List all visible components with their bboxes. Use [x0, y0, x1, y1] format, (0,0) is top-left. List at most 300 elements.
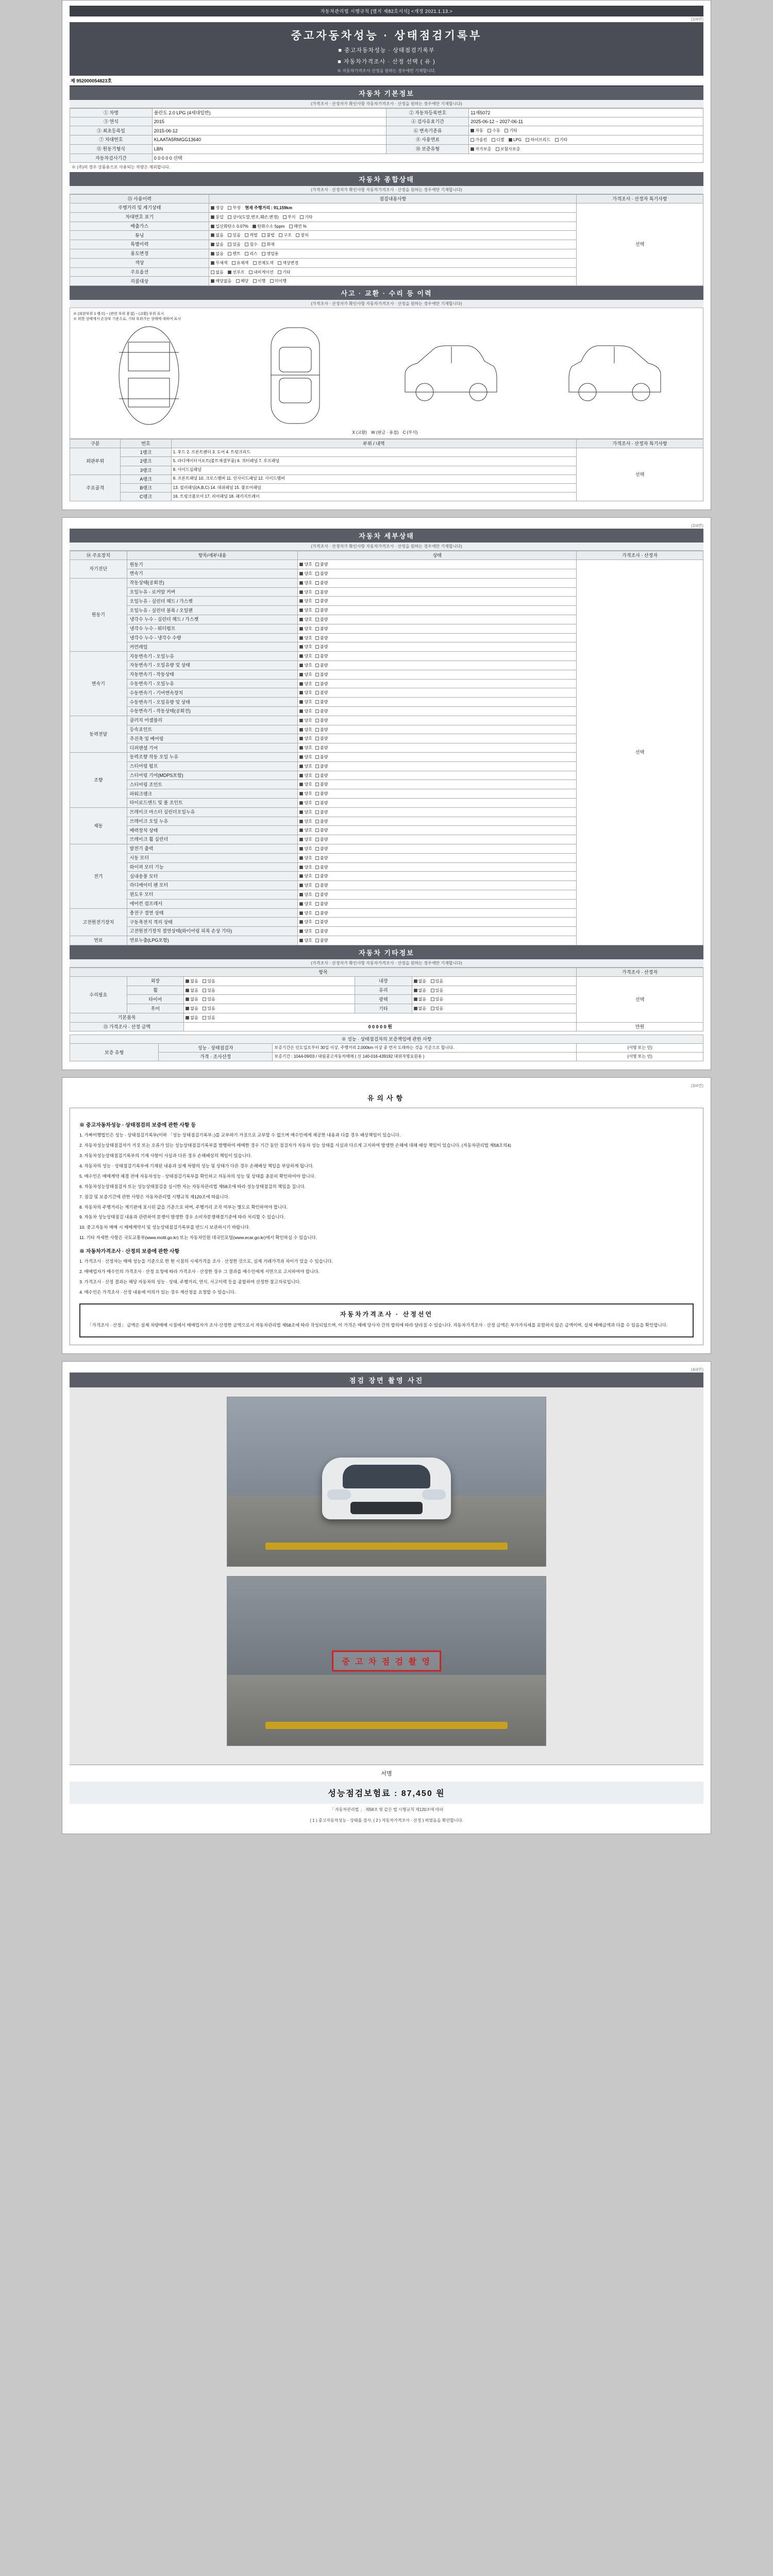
- mainopt-option-navigation[interactable]: 내비게이션: [249, 270, 274, 276]
- detail-option-bad[interactable]: 불량: [315, 663, 328, 669]
- accident-rank-c: C랭크: [121, 492, 171, 501]
- detail-item-state: [298, 725, 577, 734]
- basic-label-first-reg: ⑤ 최초등록일: [70, 126, 153, 135]
- detail-item-state: [298, 560, 577, 569]
- fuel-option-etc[interactable]: 기타: [555, 138, 567, 143]
- inspection-fee-value: 87,450 원: [401, 1789, 445, 1799]
- detail-item-label: 발전기 출력: [127, 844, 298, 853]
- form-legal-ref: 자동차관리법 시행규칙 [별지 제82호서식] <개정 2021.1.13.>: [70, 6, 703, 16]
- detail-option-good[interactable]: 양호: [299, 902, 312, 907]
- notice-item: 2. 자동차성능상태점검자가 거짓 또는 오류가 있는 성능상태점검기록부를 발행하여 매매한 경우 기간 동안 점검자가 자동차 성능 상태를 사실과 다르게 고지하여 발생한 손해에 대해 배상 책임이 있습니다. (자동차관리법 제58조의4): [79, 1143, 511, 1148]
- detail-option-bad[interactable]: 불량: [315, 791, 328, 797]
- detail-option-bad[interactable]: 불량: [315, 690, 328, 696]
- recall-option-done[interactable]: 이행: [253, 279, 265, 284]
- detail-option-good[interactable]: 양호: [299, 682, 312, 687]
- transmission-option-manual[interactable]: 수동: [488, 128, 500, 134]
- other-option-yes[interactable]: 있음: [431, 1006, 443, 1012]
- detail-state-table: [70, 551, 703, 945]
- detail-option-good[interactable]: 양호: [299, 645, 312, 650]
- overall-label-recall: 리콜대상: [70, 277, 209, 286]
- warranty-body-text: 보증기간은 인도일로부터 30일 이상, 주행거리 2,000km 이상 중 먼저 도래하는 것을 기준으로 합니다.: [273, 1044, 577, 1053]
- accident-header-class: 구분: [70, 439, 121, 448]
- table-row: [70, 1053, 703, 1061]
- detail-option-good[interactable]: 양호: [299, 718, 312, 724]
- detail-option-bad[interactable]: 불량: [315, 810, 328, 816]
- polish-option-yes[interactable]: 있음: [431, 997, 443, 1003]
- detail-option-bad[interactable]: 불량: [315, 856, 328, 861]
- other-option-none[interactable]: 없음: [414, 1006, 426, 1012]
- detail-option-good[interactable]: 양호: [299, 690, 312, 696]
- basic-value-vin: KLAATA5RMGG13640: [152, 135, 386, 145]
- diagram-marker-legend: [73, 430, 700, 435]
- detail-item-state: [298, 587, 577, 597]
- photo-headlamp-right: [422, 1489, 446, 1500]
- table-row: [70, 1022, 703, 1031]
- detail-option-good[interactable]: 양호: [299, 801, 312, 806]
- detail-item-label: 냉각수 누수 - 워터펌프: [127, 624, 298, 633]
- basic-label-name: ① 차명: [70, 109, 153, 117]
- table-row: [70, 135, 703, 145]
- tire-option-yes[interactable]: 있음: [203, 997, 215, 1003]
- detail-option-bad[interactable]: 불량: [315, 883, 328, 889]
- basic-label-inspect-period: ④ 검사유효기간: [386, 117, 469, 126]
- detail-option-good[interactable]: 양호: [299, 590, 312, 596]
- overall-label-emission: 배출가스: [70, 222, 209, 231]
- color-option-achromatic[interactable]: 무채색: [211, 261, 227, 266]
- detail-option-good[interactable]: 양호: [299, 709, 312, 715]
- detail-option-good[interactable]: 양호: [299, 581, 312, 586]
- car-right-side-view-icon: [565, 334, 668, 417]
- detail-group-8: 연료: [70, 936, 127, 945]
- detail-option-bad[interactable]: 불량: [315, 672, 328, 678]
- detail-item-label: 수동변속기 - 오일누유: [127, 679, 298, 688]
- detail-option-bad[interactable]: 불량: [315, 920, 328, 925]
- photo-grille: [350, 1502, 423, 1514]
- detail-option-good[interactable]: 양호: [299, 810, 312, 816]
- glass-option-yes[interactable]: 있음: [431, 988, 443, 994]
- detail-item-state: [298, 606, 577, 615]
- detail-option-bad[interactable]: 불량: [315, 581, 328, 586]
- detail-header-device: ⑭ 주요장치: [70, 551, 127, 560]
- photo-gallery: [70, 1387, 703, 1765]
- detail-option-bad[interactable]: 불량: [315, 929, 328, 935]
- detail-item-label: 오일누유 - 실린더 블록 / 오일팬: [127, 606, 298, 615]
- table-row: [70, 1035, 703, 1043]
- photo-watermark-stamp: 중 고 차 점 검 촬 영: [332, 1651, 441, 1672]
- recall-option-notdone[interactable]: 미이행: [270, 279, 287, 284]
- wheel-option-yes[interactable]: 있음: [203, 988, 215, 994]
- table-row: [70, 976, 703, 986]
- basic-value-fuel: [469, 135, 703, 145]
- notice-item: 3. 자동차성능상태점검기록부의 기재 사항이 사실과 다른 경우 손해배상의 책임이 있습니다.: [79, 1153, 252, 1159]
- photo-windshield: [343, 1465, 430, 1488]
- detail-option-bad[interactable]: 불량: [315, 599, 328, 604]
- overall-label-color: 색상: [70, 258, 209, 267]
- detail-option-bad[interactable]: 불량: [315, 718, 328, 724]
- overall-label-odometer: 주행거리 및 계기상태: [70, 203, 209, 212]
- basic-label-inspection-counter: 자동차검사기간: [70, 154, 153, 162]
- notice-list-2: [79, 1258, 694, 1296]
- detail-option-good[interactable]: 양호: [299, 938, 312, 944]
- etc-value-wheel: [184, 986, 355, 995]
- detail-item-label: 연료누출(LPG포함): [127, 936, 298, 945]
- transmission-option-auto[interactable]: 자동: [470, 128, 483, 134]
- tuning-option-yes[interactable]: 있음: [228, 233, 240, 239]
- car-top-view-icon: [257, 321, 334, 430]
- detail-item-state: [298, 670, 577, 679]
- detail-item-state: [298, 679, 577, 688]
- detail-item-state: [298, 688, 577, 698]
- detail-item-state: [298, 862, 577, 872]
- basic-label-vin: ⑦ 차대번호: [70, 135, 153, 145]
- detail-option-bad[interactable]: 불량: [315, 590, 328, 596]
- detail-option-good[interactable]: 양호: [299, 883, 312, 889]
- basic-value-engine-type: LBN: [152, 144, 386, 154]
- notice-item: 10. 중고자동차 매매 시 매매계약서 및 성능상태점검기록부를 반드시 보관하시기 바랍니다.: [79, 1225, 250, 1230]
- detail-option-bad[interactable]: 불량: [315, 911, 328, 917]
- page-number-4: (4/4면): [691, 1367, 703, 1372]
- etc-label-polish: 광택: [355, 995, 412, 1004]
- detail-item-label: 동력조향 작동 오일 누유: [127, 752, 298, 761]
- detail-item-label: 디퍼렌셜 기어: [127, 743, 298, 753]
- detail-item-label: 파워크랭크: [127, 789, 298, 799]
- emission-co: 일산화탄소 0.07%: [211, 224, 248, 230]
- tire-option-none[interactable]: 없음: [186, 997, 198, 1003]
- detail-item-state: [298, 817, 577, 826]
- section-accident-banner: 사고 · 교환 · 수리 등 이력: [70, 286, 703, 300]
- special-option-none[interactable]: 없음: [211, 242, 223, 248]
- vin-option-etc[interactable]: 기타: [300, 215, 312, 221]
- detail-option-good[interactable]: 양호: [299, 837, 312, 843]
- etc-label-repair-needed: 수리필요: [70, 976, 127, 1013]
- detail-item-state: [298, 752, 577, 761]
- detail-item-state: [298, 936, 577, 945]
- warranty-option-insurer[interactable]: 보험사보증: [496, 147, 520, 152]
- detail-option-good[interactable]: 양호: [299, 562, 312, 568]
- detail-option-bad[interactable]: 불량: [315, 608, 328, 614]
- detail-option-good[interactable]: 양호: [299, 755, 312, 760]
- detail-item-state: [298, 761, 577, 771]
- etc-value-exterior: [184, 976, 355, 986]
- odometer-option-abnormal[interactable]: 부정: [228, 206, 240, 211]
- detail-item-label: 수동변속기 - 오일유량 및 상태: [127, 698, 298, 707]
- basic-label-warranty-type: ⑩ 보증유형: [386, 144, 469, 154]
- detail-option-good[interactable]: 양호: [299, 828, 312, 834]
- accident-rank-2: 2랭크: [121, 457, 171, 466]
- document-subtitle-2: ■ 자동차가격조사 · 산정 선택 ( 유 ): [338, 59, 435, 65]
- detail-option-bad[interactable]: 불량: [315, 617, 328, 623]
- detail-option-bad[interactable]: 불량: [315, 745, 328, 751]
- detail-option-good[interactable]: 양호: [299, 846, 312, 852]
- detail-option-bad[interactable]: 불량: [315, 636, 328, 641]
- polish-option-none[interactable]: 없음: [414, 997, 426, 1003]
- detail-item-label: 원동기: [127, 560, 298, 569]
- detail-option-good[interactable]: 양호: [299, 929, 312, 935]
- wheel-option-none[interactable]: 없음: [186, 988, 198, 994]
- detail-item-state: [298, 707, 577, 716]
- detail-option-good[interactable]: 양호: [299, 626, 312, 632]
- detail-item-label: 냉각수 누수 - 실린더 헤드 / 가스켓: [127, 615, 298, 624]
- etc-header-remark: 가격조사 · 산정자: [577, 968, 703, 976]
- basic-info-table: [70, 108, 703, 163]
- detail-item-state: [298, 578, 577, 587]
- photo-lift-arm-2: [265, 1722, 508, 1729]
- detail-item-state: [298, 569, 577, 579]
- detail-item-state: [298, 927, 577, 936]
- special-option-yes[interactable]: 있음: [228, 242, 240, 248]
- declaration-title: 자동차가격조사 · 산정선언: [340, 1310, 433, 1318]
- detail-item-state: [298, 597, 577, 606]
- table-row: [70, 560, 703, 569]
- basic-label-plate: ② 자동차등록번호: [386, 109, 469, 117]
- detail-option-good[interactable]: 양호: [299, 819, 312, 825]
- detail-option-good[interactable]: 양호: [299, 874, 312, 879]
- glass-option-none[interactable]: 없음: [414, 988, 426, 994]
- detail-option-bad[interactable]: 불량: [315, 892, 328, 898]
- detail-option-bad[interactable]: 불량: [315, 645, 328, 650]
- fuel-option-gasoline[interactable]: 가솔린: [470, 138, 487, 143]
- transmission-option-etc[interactable]: 기타: [505, 128, 517, 134]
- photo-section-banner: 점검 장면 촬영 사진: [70, 1372, 703, 1387]
- color-option-chromatic[interactable]: 유채색: [232, 261, 248, 266]
- section-detail-subnote: (가격조사 · 산정자가 확인사항 자동차가격조사 · 산정을 원하는 경우에만 기재합니다): [70, 543, 703, 551]
- odometer-current: 현재 주행거리 : 91,159km: [245, 205, 293, 210]
- vin-option-corrosion[interactable]: 부식: [283, 215, 295, 221]
- detail-option-good[interactable]: 양호: [299, 736, 312, 742]
- document-subtitle: ■ 중고자동차성능 · 상태점검기록부: [338, 47, 435, 54]
- detail-option-bad[interactable]: 불량: [315, 819, 328, 825]
- odometer-option-normal[interactable]: 정상: [211, 206, 223, 211]
- detail-table-body: [70, 560, 703, 945]
- overall-label-options: 주요옵션: [70, 267, 209, 277]
- rear-option-none[interactable]: 없음: [186, 1006, 198, 1012]
- accident-header-part: 부위 / 내역: [171, 439, 577, 448]
- legend-w: W (판금 · 용접): [371, 430, 399, 435]
- detail-option-bad[interactable]: 불량: [315, 874, 328, 879]
- interior-option-none[interactable]: 없음: [414, 979, 426, 985]
- warranty-table: [70, 1035, 703, 1061]
- detail-option-good[interactable]: 양호: [299, 856, 312, 861]
- table-header-row: [70, 194, 703, 203]
- photo-floor-2: [227, 1675, 546, 1746]
- detail-option-bad[interactable]: 불량: [315, 902, 328, 907]
- usechange-option-lease[interactable]: 리스: [245, 251, 257, 257]
- detail-option-bad[interactable]: 불량: [315, 782, 328, 788]
- interior-option-yes[interactable]: 있음: [431, 979, 443, 985]
- detail-item-label: 변속기: [127, 569, 298, 579]
- tuning-option-structure[interactable]: 구조: [279, 233, 291, 239]
- detail-option-bad[interactable]: 불량: [315, 727, 328, 733]
- declaration-box: [79, 1303, 694, 1338]
- section-etc-subnote: (가격조사 · 산정자가 확인사항 자동차가격조사 · 산정을 원하는 경우에만 기재합니다): [70, 959, 703, 968]
- overall-state-table: [70, 194, 703, 286]
- recall-option-na[interactable]: 해당없음: [211, 279, 231, 284]
- detail-option-good[interactable]: 양호: [299, 663, 312, 669]
- detail-option-good[interactable]: 양호: [299, 892, 312, 898]
- etc-label-standard-items: 기본품목: [70, 1013, 184, 1023]
- detail-option-bad[interactable]: 불량: [315, 846, 328, 852]
- detail-option-good[interactable]: 양호: [299, 911, 312, 917]
- document-title: 중고자동차성능 · 상태점검기록부: [291, 30, 482, 42]
- detail-option-good[interactable]: 양호: [299, 773, 312, 779]
- overall-label-vin-mark: 차대번호 표기: [70, 212, 209, 222]
- exterior-option-yes[interactable]: 있음: [203, 979, 215, 985]
- detail-option-bad[interactable]: 불량: [315, 571, 328, 577]
- vin-option-same[interactable]: 동일: [211, 215, 223, 221]
- page-1: [62, 0, 711, 510]
- etc-label-other: 기타: [355, 1004, 412, 1013]
- fuel-option-diesel[interactable]: 디젤: [492, 138, 504, 143]
- declaration-body: 「가격조사 · 산정」 금액은 실제 차량매매 시점에서 매매업자가 조사·산정한 금액으로서 자동차관리법 제58조에 따라 작성되었으며, 이 가격은 매매 당사자 간의 합의에 따라 달라질 수 있습니다. 자동차가격조사 · 산정 금액은 부가가치세를 포함하지 않은 금액이며, 실제 매매금액과 다를 수 있음을 확인합니다.: [88, 1322, 668, 1328]
- detail-option-good[interactable]: 양호: [299, 571, 312, 577]
- special-option-fire[interactable]: 화재: [262, 242, 274, 248]
- section-accident-subnote: (가격조사 · 산정자가 확인사항 자동차가격조사 · 산정을 원하는 경우에만 기재합니다): [70, 300, 703, 308]
- detail-option-bad[interactable]: 불량: [315, 773, 328, 779]
- accident-parts-3: 8. 사이드실패널: [171, 466, 577, 474]
- detail-option-good[interactable]: 양호: [299, 745, 312, 751]
- detail-option-bad[interactable]: 불량: [315, 709, 328, 715]
- warranty-seal-2: (서명 또는 인): [577, 1053, 703, 1061]
- table-header-row: [70, 551, 703, 560]
- detail-item-state: [298, 881, 577, 890]
- mainopt-option-etc[interactable]: 기타: [278, 270, 290, 276]
- fuel-option-lpg[interactable]: LPG: [509, 138, 522, 143]
- overall-header-remark: 가격조사 · 산정자 특기사항: [577, 194, 703, 203]
- detail-option-good[interactable]: 양호: [299, 654, 312, 659]
- tuning-option-device[interactable]: 장치: [296, 233, 308, 239]
- price-unit: 만원: [577, 1022, 703, 1031]
- basic-footnote: ※ (주)의 경우 상품용으로 사용되는 차량은 제외합니다.: [72, 164, 171, 170]
- etc-value-polish: [412, 995, 577, 1004]
- overall-value-vin-mark: [209, 212, 577, 222]
- detail-option-good[interactable]: 양호: [299, 791, 312, 797]
- detail-item-label: 오일누유 - 로커암 커버: [127, 587, 298, 597]
- detail-option-bad[interactable]: 불량: [315, 736, 328, 742]
- detail-option-good[interactable]: 양호: [299, 617, 312, 623]
- car-front-view-icon: [105, 321, 193, 430]
- detail-option-bad[interactable]: 불량: [315, 865, 328, 871]
- detail-item-label: 등속죠인트: [127, 725, 298, 734]
- detail-option-good[interactable]: 양호: [299, 599, 312, 604]
- photo-headlamp-left: [327, 1489, 351, 1500]
- accident-class-frame: 주요골격: [70, 474, 121, 501]
- detail-header-item: 항목/세부내용: [127, 551, 298, 560]
- detail-item-state: [298, 853, 577, 862]
- detail-group-1: 원동기: [70, 578, 127, 651]
- exterior-option-none[interactable]: 없음: [186, 979, 198, 985]
- detail-option-bad[interactable]: 불량: [315, 828, 328, 834]
- detail-item-label: 수동변속기 - 작동상태(공회전): [127, 707, 298, 716]
- detail-remark-cell: 선택: [577, 560, 703, 945]
- etc-info-table: [70, 968, 703, 1031]
- detail-option-bad[interactable]: 불량: [315, 562, 328, 568]
- detail-item-label: 브레이크 마스터 실린더오일누유: [127, 807, 298, 817]
- table-header-row: [70, 968, 703, 976]
- basic-label-engine-type: ⑪ 원동기형식: [70, 144, 153, 154]
- detail-option-good[interactable]: 양호: [299, 764, 312, 770]
- section-overall-subnote: (가격조사 · 산정자가 확인사항 자동차가격조사 · 산정을 원하는 경우에만 기재합니다): [70, 186, 703, 194]
- rear-option-yes[interactable]: 있음: [203, 1006, 215, 1012]
- tuning-option-legal[interactable]: 적법: [245, 233, 257, 239]
- detail-option-bad[interactable]: 불량: [315, 700, 328, 705]
- mainopt-option-sunroof[interactable]: 선루프: [228, 270, 244, 276]
- detail-item-label: 수동변속기 - 기어변속장치: [127, 688, 298, 698]
- mainopt-option-none[interactable]: 없음: [211, 270, 223, 276]
- detail-item-state: [298, 716, 577, 725]
- detail-option-bad[interactable]: 불량: [315, 682, 328, 687]
- detail-option-bad[interactable]: 불량: [315, 764, 328, 770]
- page-number-3: (3/4면): [691, 1083, 703, 1089]
- special-option-flood[interactable]: 침수: [245, 242, 257, 248]
- table-row: [70, 117, 703, 126]
- detail-group-7: 고전원전기장치: [70, 908, 127, 936]
- section-basic-banner: 자동차 기본정보: [70, 86, 703, 100]
- detail-item-label: 커먼레일: [127, 642, 298, 652]
- detail-item-state: [298, 807, 577, 817]
- tuning-option-none[interactable]: 없음: [211, 233, 223, 239]
- price-label: ⑮ 가격조사 · 산정 금액: [70, 1022, 184, 1031]
- detail-option-good[interactable]: 양호: [299, 782, 312, 788]
- accident-parts-table: [70, 439, 703, 501]
- detail-item-state: [298, 844, 577, 853]
- detail-option-good[interactable]: 양호: [299, 865, 312, 871]
- standard-option-yes[interactable]: 있음: [203, 1015, 215, 1021]
- usechange-option-none[interactable]: 없음: [211, 251, 223, 257]
- detail-option-good[interactable]: 양호: [299, 920, 312, 925]
- detail-option-bad[interactable]: 불량: [315, 801, 328, 806]
- detail-option-good[interactable]: 양호: [299, 700, 312, 705]
- detail-option-good[interactable]: 양호: [299, 672, 312, 678]
- detail-item-label: 자동변속기 - 작동상태: [127, 670, 298, 679]
- table-row: [70, 1044, 703, 1053]
- detail-option-good[interactable]: 양호: [299, 608, 312, 614]
- detail-option-good[interactable]: 양호: [299, 636, 312, 641]
- usechange-option-business[interactable]: 영업용: [262, 251, 278, 257]
- detail-item-label: 배력장치 상태: [127, 826, 298, 835]
- color-option-changed[interactable]: 색상변경: [278, 261, 298, 266]
- detail-item-label: 스티어링 펌프: [127, 761, 298, 771]
- accident-header-remark: 가격조사 · 산정자 특기사항: [577, 439, 703, 448]
- warranty-option-self[interactable]: 자가보증: [470, 147, 491, 152]
- tuning-option-illegal[interactable]: 불법: [262, 233, 274, 239]
- color-option-fullrepaint[interactable]: 전체도색: [253, 261, 274, 266]
- accident-parts-c: 16. 트렁크플로어 17. 리어패널 18. 패키지트레이: [171, 492, 577, 501]
- detail-option-bad[interactable]: 불량: [315, 938, 328, 944]
- detail-option-bad[interactable]: 불량: [315, 654, 328, 659]
- inspection-fee-label: 성능점검보험료 :: [328, 1789, 398, 1799]
- accident-parts-b: 13. 필러패널(A,B,C) 14. 대쉬패널 15. 플로어패널: [171, 483, 577, 492]
- detail-option-bad[interactable]: 불량: [315, 755, 328, 760]
- recall-option-yes[interactable]: 해당: [236, 279, 248, 284]
- vin-option-altered[interactable]: 상이(도말,변조,훼손,변경): [228, 215, 278, 221]
- fuel-option-hybrid[interactable]: 하이브리드: [526, 138, 550, 143]
- detail-option-bad[interactable]: 불량: [315, 626, 328, 632]
- detail-header-state: 상태: [298, 551, 577, 560]
- detail-option-good[interactable]: 양호: [299, 727, 312, 733]
- etc-value-interior: [412, 976, 577, 986]
- legend-x: X (교환): [352, 430, 367, 435]
- overall-value-special: [209, 240, 577, 249]
- usechange-option-rent[interactable]: 렌트: [228, 251, 240, 257]
- notice-item-appraisal: 4. 매수인은 가격조사 · 산정 내용에 이의가 있는 경우 재산정을 요청할 수 있습니다.: [79, 1289, 236, 1295]
- standard-option-none[interactable]: 없음: [186, 1015, 198, 1021]
- accident-parts-a: 9. 프론트패널 10. 크로스멤버 11. 인사이드패널 12. 사이드멤버: [171, 474, 577, 483]
- basic-value-first-reg: 2015-06-12: [152, 126, 386, 135]
- footer-note-1: 「 자동차관리법 」 제58조 및 같은 법 시행규칙 제120조에 따라: [329, 1807, 444, 1812]
- section-basic-subnote: (가격조사 · 산정자가 확인사항 자동차가격조사 · 산정을 원하는 경우에만 기재합니다): [70, 100, 703, 108]
- detail-option-bad[interactable]: 불량: [315, 837, 328, 843]
- basic-value-inspection-counter: 0 0 0 0 0 선택: [152, 154, 703, 162]
